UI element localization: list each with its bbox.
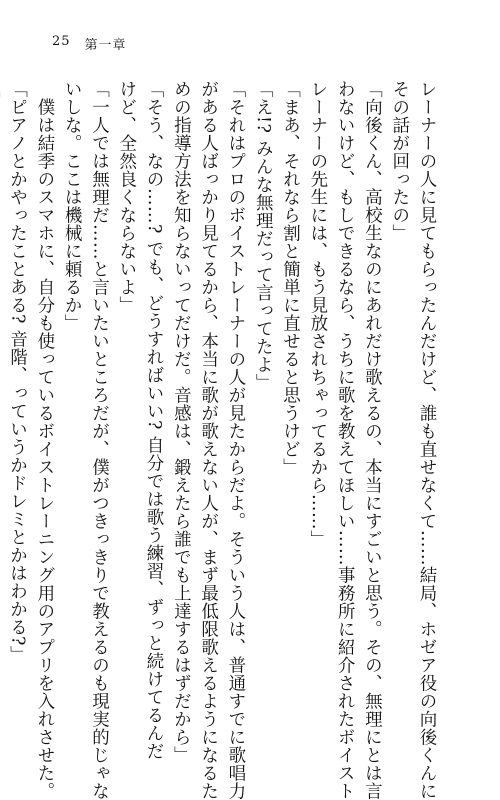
chapter-title: 第一章 — [84, 38, 127, 53]
text-line — [0, 80, 3, 690]
text-line: 「まあ、それなら割と簡単に直せると思うけど」 — [280, 80, 301, 476]
page-number: 25 — [52, 34, 71, 49]
text-line: 僕は結季のスマホに、自分も使っているボイストレーニング用のアプリを入れさせた。 — [34, 80, 55, 800]
text-line: その話が回ったの」 — [389, 80, 410, 242]
vertical-text-body — [0, 80, 440, 800]
text-line: 「それはプロのボイストレーナーの人が見たからだよ。そういう人は、普通すでに歌唱力 — [225, 80, 246, 800]
text-line: めの指導方法を知らないってだけだ。音感は、鍛えたら誰でも上達するはずだから」 — [171, 80, 192, 764]
page-header — [52, 34, 127, 53]
text-line: 「え!? みんな無理だって言ってたよ」 — [253, 80, 274, 392]
text-line: わないけど、もしできるなら、うちに歌を教えてほしい……事務所に紹介されたボイスト — [335, 80, 356, 800]
text-line: がある人ばっかり見てるから、本当に歌が歌えない人が、まず最低限歌えるようになるた — [198, 80, 219, 800]
text-line: 「一人では無理だ……と言いたいところだが、僕がつきっきりで教えるのも現実的じゃな — [89, 80, 110, 800]
text-line: 「ピアノとかやったことある? 音階、っていうかドレミとかはわかる?」 — [7, 80, 28, 664]
text-line: 「そう、なの……? でも、どうすればいい? 自分では歌う練習、ずっと続けてるんだ — [144, 80, 165, 760]
text-line: いしな。ここは機械に頼るか」 — [62, 80, 83, 332]
text-line: 「向後くん、高校生なのにあれだけ歌えるの、本当にすごいと思う。その、無理にとは言 — [362, 80, 383, 800]
text-line: レーナーの先生には、もう見放されちゃってるから……」 — [307, 80, 328, 548]
text-line: レーナーの人に見てもらったんだけど、誰も直せなくて……結局、ホゼア役の向後くんに — [417, 80, 437, 800]
text-line: けど、全然良くならないよ」 — [116, 80, 137, 314]
